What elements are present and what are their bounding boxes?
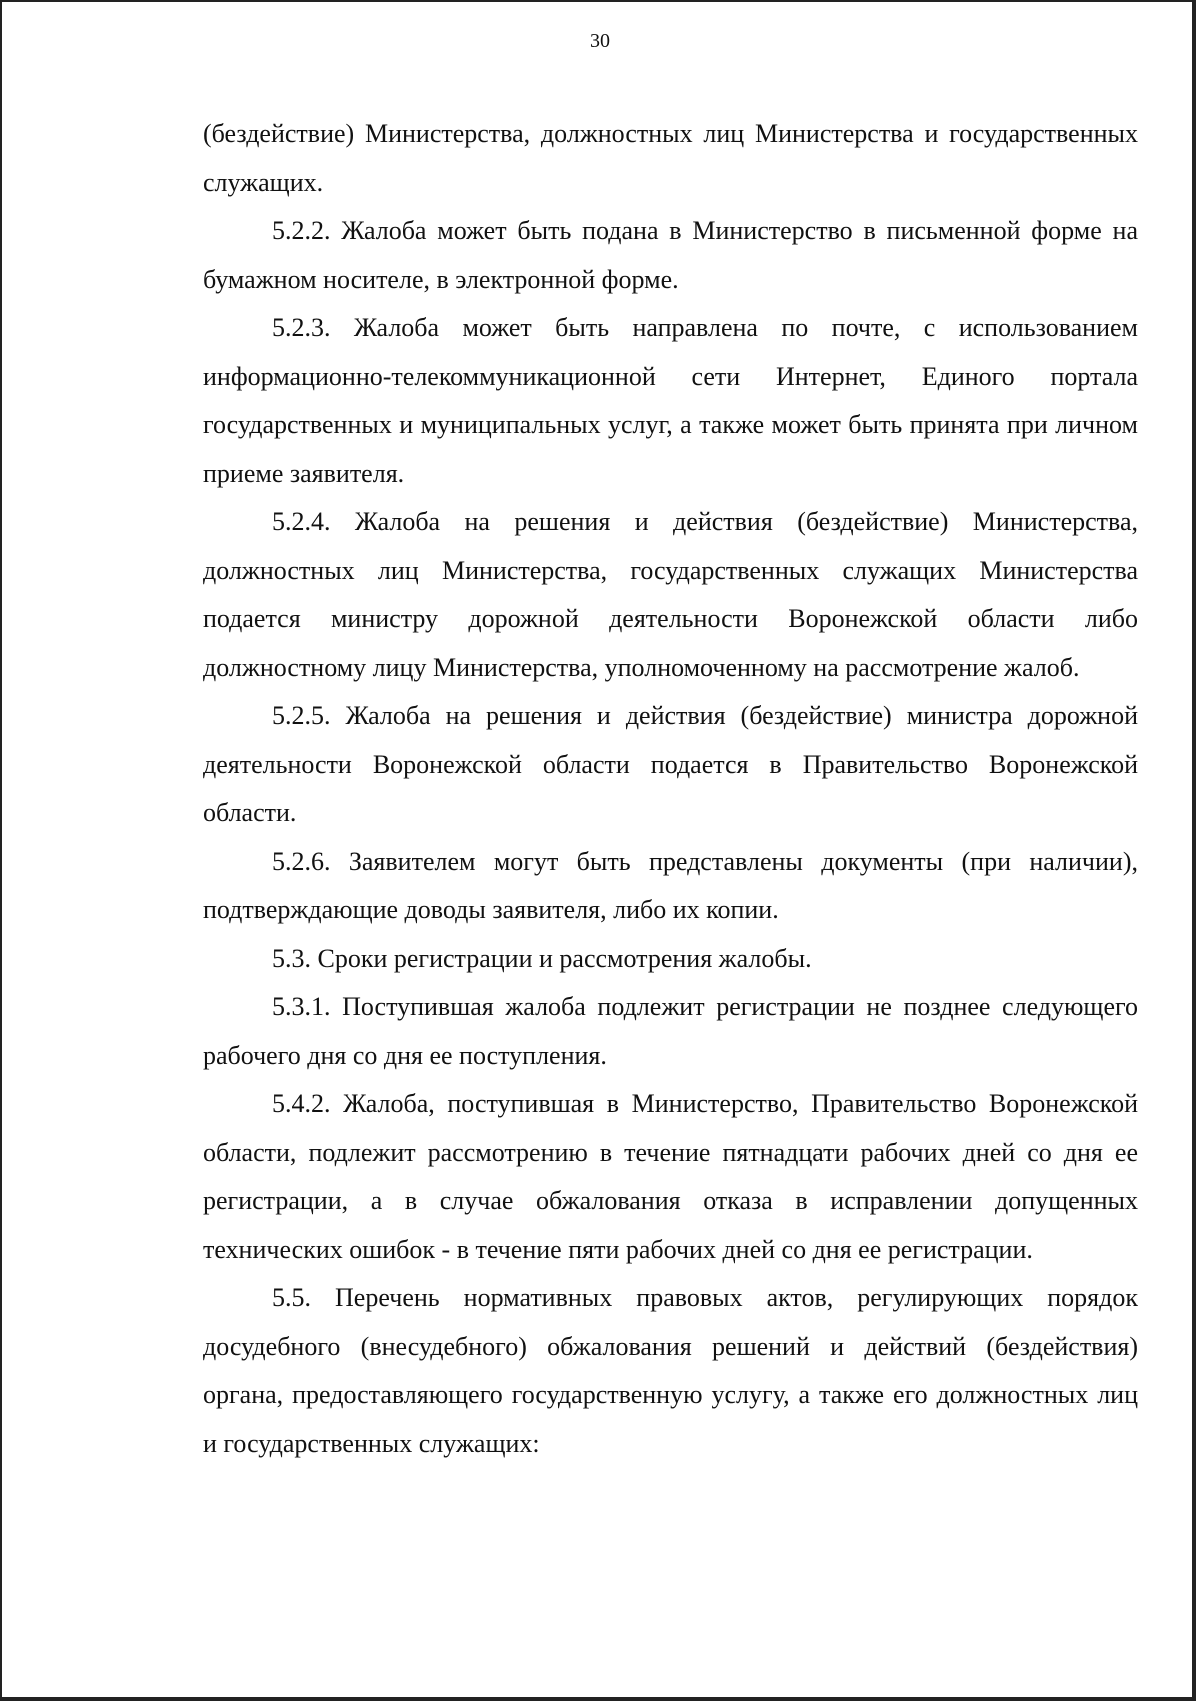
paragraph-5-3-1: 5.3.1. Поступившая жалоба подлежит регистрации не позднее следующего рабочего дня со дня ее поступления.: [203, 992, 1138, 1070]
paragraph-5-3: 5.3. Сроки регистрации и рассмотрения жалобы.: [272, 943, 812, 973]
page-number: 30: [590, 30, 610, 52]
paragraph-continuation: (бездействие) Министерства, должностных лиц Министерства и государственных служащих.: [203, 119, 1138, 197]
paragraph-5-2-4: 5.2.4. Жалоба на решения и действия (бездействие) Министерства, должностных лиц Министерства, государственных служащих Министерства подается министру дорожной деятельности Воронежской области либо должностному лицу Министерства, уполномоченному на рассмотрение жалоб.: [203, 507, 1138, 682]
paragraph-5-2-5: 5.2.5. Жалоба на решения и действия (бездействие) министра дорожной деятельности Воронежской области подается в Правительство Воронежской области.: [203, 701, 1138, 827]
paragraph-5-2-2: 5.2.2. Жалоба может быть подана в Министерство в письменной форме на бумажном носителе, в электронной форме.: [203, 216, 1138, 294]
paragraph-5-5: 5.5. Перечень нормативных правовых актов, регулирующих порядок досудебного (внесудебного) обжалования решений и действий (бездействия) органа, предоставляющего государственную услугу, а также его должностных лиц и государственных служащих:: [203, 1283, 1138, 1458]
paragraph-5-4-2: 5.4.2. Жалоба, поступившая в Министерство, Правительство Воронежской области, подлежит рассмотрению в течение пятнадцати рабочих дней со дня ее регистрации, а в случае обжалования отказа в исправлении допущенных технических ошибок - в течение пяти рабочих дней со дня ее регистрации.: [203, 1089, 1138, 1264]
document-body: [203, 110, 1138, 1468]
paragraph-5-2-6: 5.2.6. Заявителем могут быть представлены документы (при наличии), подтверждающие доводы заявителя, либо их копии.: [203, 846, 1138, 924]
paragraph-5-2-3: 5.2.3. Жалоба может быть направлена по почте, с использованием информационно-телекоммуникационной сети Интернет, Единого портала государственных и муниципальных услуг, а также может быть принята при личном приеме заявителя.: [203, 313, 1138, 488]
